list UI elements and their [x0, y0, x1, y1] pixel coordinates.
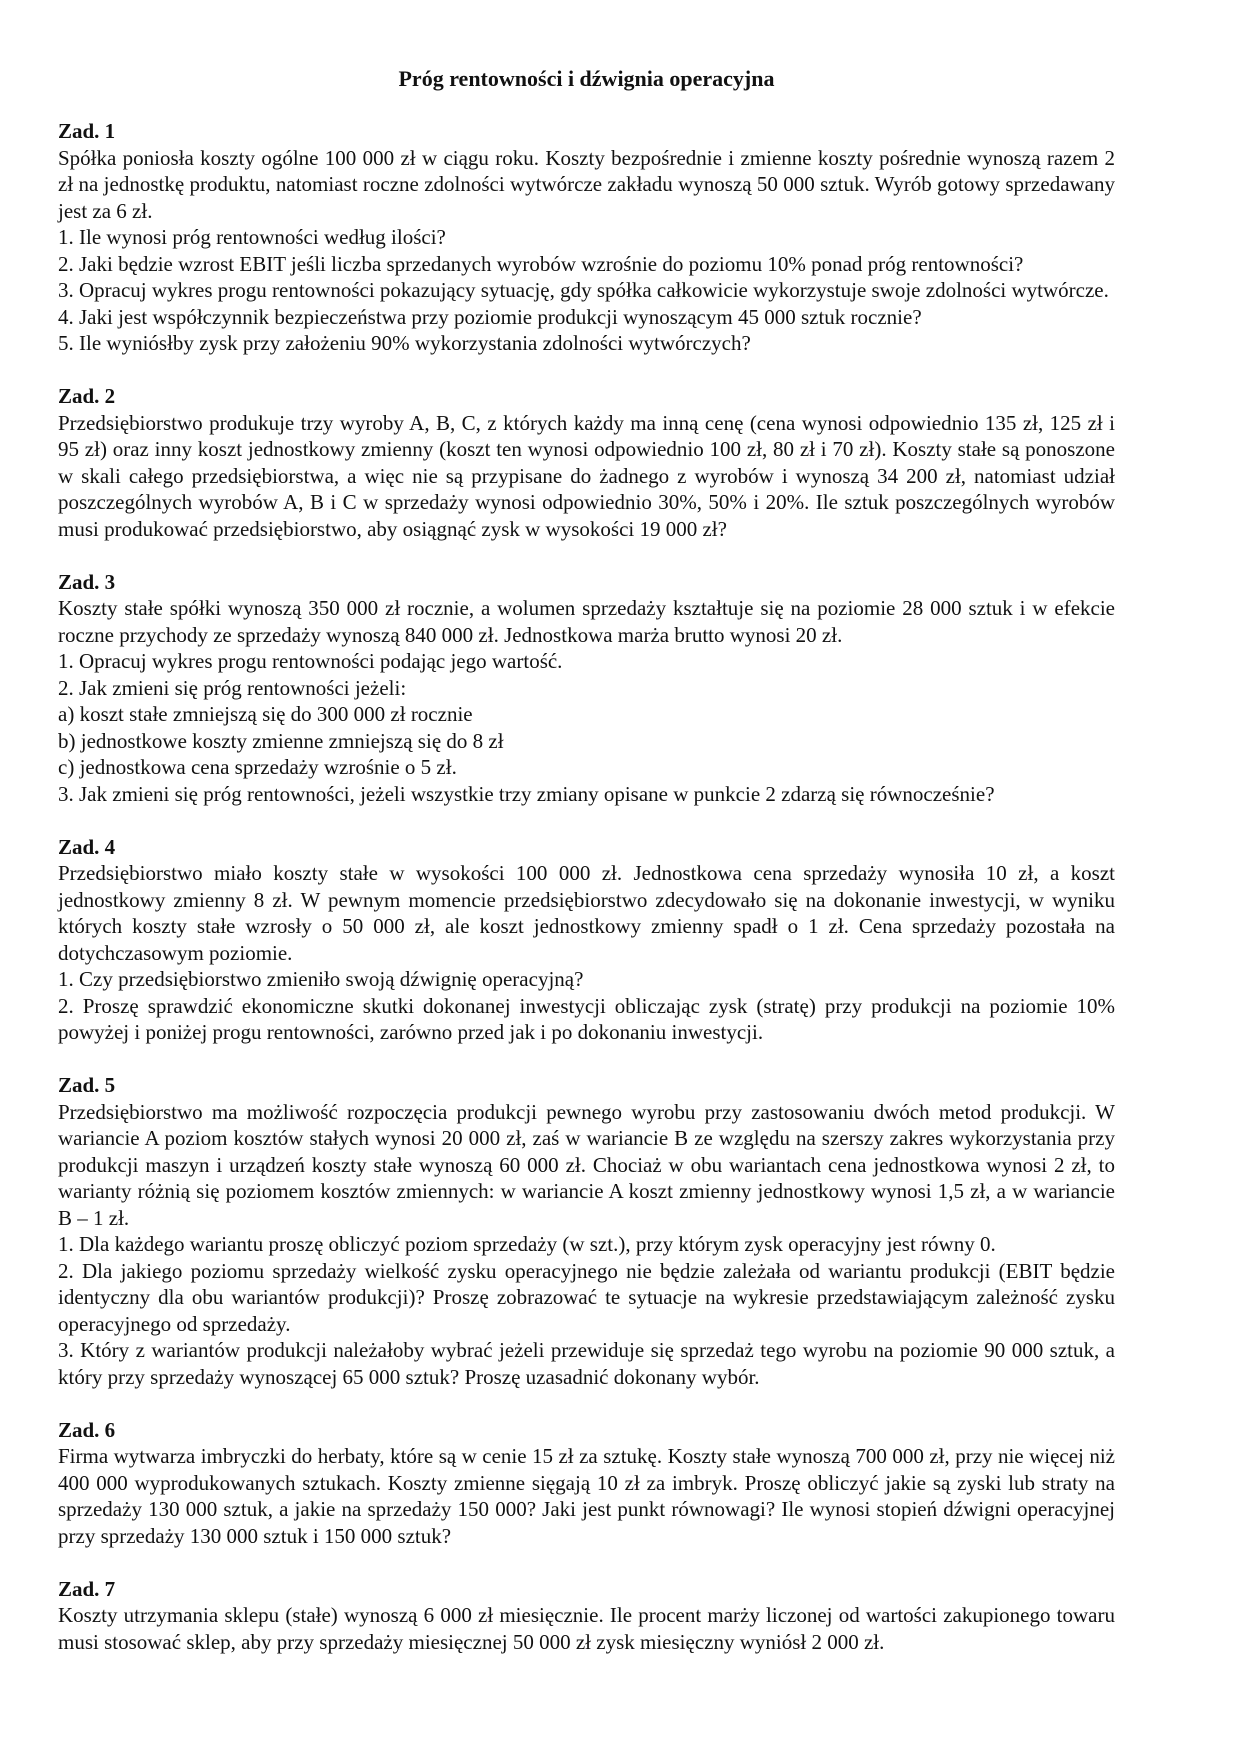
task-question: 1. Ile wynosi próg rentowności według ilości? — [58, 225, 446, 249]
task-section — [58, 834, 1115, 1046]
document-title: Próg rentowności i dźwignia operacyjna — [398, 66, 775, 91]
task-section — [58, 118, 1115, 357]
task-paragraph: Przedsiębiorstwo produkuje trzy wyroby A, B, C, z których każdy ma inną cenę (cena wynosi odpowiednio 135 zł, 125 zł i 95 zł) oraz inny koszt jednostkowy zmienny (koszt ten wynosi odpowiednio 100 zł, 80 zł i 70 zł). Koszty stałe są ponoszone w skali całego przedsiębiorstwa, a więc nie są przypisane do żadnego z wyrobów i wynoszą 34 200 zł, natomiast udział poszczególnych wyrobów A, B i C w sprzedaży wynosi odpowiednio 30%, 50% i 20%. Ile sztuk poszczególnych wyrobów musi produkować przedsiębiorstwo, aby osiągnąć zysk w wysokości 19 000 zł? — [58, 410, 1115, 541]
task-question: 2. Jaki będzie wzrost EBIT jeśli liczba sprzedanych wyrobów wzrośnie do poziomu 10% ponad próg rentowności? — [58, 251, 1024, 276]
task-question: a) koszt stałe zmniejszą się do 300 000 zł rocznie — [58, 702, 473, 726]
task-question: 1. Dla każdego wariantu proszę obliczyć poziom sprzedaży (w szt.), przy którym zysk operacyjny jest równy 0. — [58, 1232, 996, 1256]
task-question: 1. Opracuj wykres progu rentowności podając jego wartość. — [58, 649, 563, 673]
task-section — [58, 1417, 1115, 1550]
task-question: 2. Proszę sprawdzić ekonomiczne skutki dokonanej inwestycji obliczając zysk (stratę) przy produkcji na poziomie 10% powyżej i poniżej progu rentowności, zarówno przed jak i po dokonaniu inwestycji. — [58, 993, 1115, 1044]
task-heading: Zad. 3 — [58, 569, 116, 594]
task-paragraph: Koszty utrzymania sklepu (stałe) wynoszą 6 000 zł miesięcznie. Ile procent marży liczonej od wartości zakupionego towaru musi stosować sklep, aby przy sprzedaży miesięcznej 50 000 zł zysk miesięczny wyniósł 2 000 zł. — [58, 1603, 1115, 1654]
task-question: b) jednostkowe koszty zmienne zmniejszą się do 8 zł — [58, 728, 504, 753]
task-question: 1. Czy przedsiębiorstwo zmieniło swoją dźwignię operacyjną? — [58, 967, 584, 991]
task-section — [58, 1576, 1115, 1656]
task-question: 2. Dla jakiego poziomu sprzedaży wielkość zysku operacyjnego nie będzie zależała od wariantu produkcji (EBIT będzie identyczny dla obu wariantów produkcji)? Proszę zobrazować te sytuacje na wykresie przedstawiającym zależność zysku operacyjnego od sprzedaży. — [58, 1258, 1115, 1336]
task-list — [58, 118, 1115, 1655]
task-question: 3. Który z wariantów produkcji należałoby wybrać jeżeli przewiduje się sprzedaż tego wyrobu na poziomie 90 000 sztuk, a który przy sprzedaży wynoszącej 65 000 sztuk? Proszę uzasadnić dokonany wybór. — [58, 1338, 1115, 1389]
task-section — [58, 1072, 1115, 1390]
task-paragraph: Firma wytwarza imbryczki do herbaty, które są w cenie 15 zł za sztukę. Koszty stałe wynoszą 700 000 zł, przy nie więcej niż 400 000 wyprodukowanych sztukach. Koszty zmienne sięgają 10 zł za imbryk. Proszę obliczyć jakie są zyski lub straty na sprzedaży 130 000 sztuk, a jakie na sprzedaży 150 000? Jaki jest punkt równowagi? Ile wynosi stopień dźwigni operacyjnej przy sprzedaży 130 000 sztuk i 150 000 sztuk? — [58, 1444, 1115, 1548]
task-heading: Zad. 1 — [58, 119, 116, 143]
task-section — [58, 569, 1115, 808]
task-question: c) jednostkowa cena sprzedaży wzrośnie o 5 zł. — [58, 755, 457, 779]
task-question: 4. Jaki jest współczynnik bezpieczeństwa przy poziomie produkcji wynoszącym 45 000 sztuk rocznie? — [58, 304, 922, 329]
task-question: 3. Opracuj wykres progu rentowności pokazujący sytuację, gdy spółka całkowicie wykorzystuje swoje zdolności wytwórcze. — [58, 278, 1109, 302]
task-paragraph: Przedsiębiorstwo miało koszty stałe w wysokości 100 000 zł. Jednostkowa cena sprzedaży wynosiła 10 zł, a koszt jednostkowy zmienny 8 zł. W pewnym momencie przedsiębiorstwo zdecydowało się na dokonanie inwestycji, w wyniku których koszty stałe wzrosły o 50 000 zł, ale koszt jednostkowy zmienny spadł o 1 zł. Cena sprzedaży pozostała na dotychczasowym poziomie. — [58, 861, 1115, 965]
task-paragraph: Spółka poniosła koszty ogólne 100 000 zł w ciągu roku. Koszty bezpośrednie i zmienne koszty pośrednie wynoszą razem 2 zł na jednostkę produktu, natomiast roczne zdolności wytwórcze zakładu wynoszą 50 000 sztuk. Wyrób gotowy sprzedawany jest za 6 zł. — [58, 145, 1115, 223]
task-question: 3. Jak zmieni się próg rentowności, jeżeli wszystkie trzy zmiany opisane w punkcie 2 zdarzą się równocześnie? — [58, 781, 995, 806]
task-heading: Zad. 2 — [58, 384, 116, 408]
task-heading: Zad. 4 — [58, 834, 116, 859]
task-paragraph: Koszty stałe spółki wynoszą 350 000 zł rocznie, a wolumen sprzedaży kształtuje się na poziomie 28 000 sztuk i w efekcie roczne przychody ze sprzedaży wynoszą 840 000 zł. Jednostkowa marża brutto wynosi 20 zł. — [58, 596, 1115, 647]
task-question: 5. Ile wyniósłby zysk przy założeniu 90% wykorzystania zdolności wytwórczych? — [58, 331, 751, 355]
task-heading: Zad. 5 — [58, 1073, 116, 1097]
task-heading: Zad. 7 — [58, 1576, 116, 1601]
task-section — [58, 383, 1115, 542]
task-heading: Zad. 6 — [58, 1417, 116, 1442]
task-question: 2. Jak zmieni się próg rentowności jeżeli: — [58, 675, 407, 700]
task-paragraph: Przedsiębiorstwo ma możliwość rozpoczęcia produkcji pewnego wyrobu przy zastosowaniu dwóch metod produkcji. W wariancie A poziom kosztów stałych wynosi 20 000 zł, zaś w wariancie B ze względu na szerszy zakres wykorzystania przy produkcji maszyn i urządzeń koszty stałe wynoszą 60 000 zł. Chociaż w obu wariantach cena jednostkowa wynosi 2 zł, to warianty różnią się poziomem kosztów zmiennych: w wariancie A koszt zmienny jednostkowy wynosi 1,5 zł, a w wariancie B – 1 zł. — [58, 1099, 1115, 1230]
